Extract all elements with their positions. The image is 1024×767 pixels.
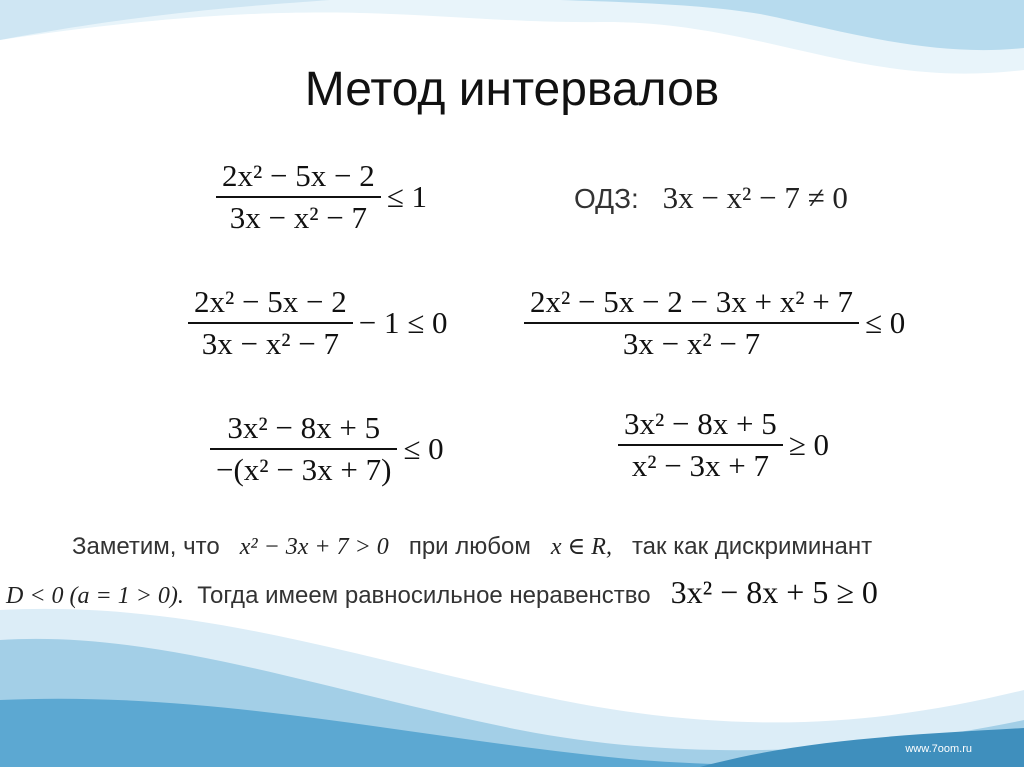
fraction-denominator: 3x − x² − 7 (229, 200, 368, 235)
fraction (216, 158, 381, 236)
fraction-numerator: 2x² − 5x − 2 − 3x + x² + 7 (530, 284, 854, 319)
watermark: www.7oom.ru (905, 743, 972, 755)
result-inequality: 3x² − 8x + 5 ≥ 0 (670, 574, 878, 610)
fraction (618, 406, 783, 484)
relation: ≥ 0 (788, 427, 830, 462)
note-math: D < 0 (a = 1 > 0). (6, 583, 184, 609)
note-math: x ∈ R, (550, 534, 612, 560)
inequality-step-3 (524, 284, 905, 362)
relation: − 1 ≤ 0 (358, 305, 448, 340)
fraction-numerator: 2x² − 5x − 2 (194, 284, 347, 319)
fraction-denominator: −(x² − 3x + 7) (216, 452, 392, 487)
fraction (524, 284, 859, 362)
domain-condition (574, 180, 848, 216)
note-text: Заметим, что (72, 533, 220, 560)
fraction-numerator: 3x² − 8x + 5 (624, 406, 777, 441)
odz-expression: 3x − x² − 7 ≠ 0 (662, 180, 848, 215)
note-text: так как дискриминант (631, 533, 873, 560)
fraction-numerator: 2x² − 5x − 2 (222, 158, 375, 193)
note-text: при любом (408, 533, 531, 560)
fraction (210, 410, 397, 488)
inequality-original (216, 158, 427, 236)
fraction-numerator: 3x² − 8x + 5 (227, 410, 381, 445)
odz-label: ОДЗ: (574, 183, 639, 214)
slide-title: Метод интервалов (304, 63, 720, 116)
relation: ≤ 0 (865, 305, 906, 340)
note-math: x² − 3x + 7 > 0 (239, 534, 389, 560)
note-line-1 (72, 532, 872, 561)
fraction (188, 284, 353, 362)
inequality-step-5 (618, 406, 829, 484)
note-line-2 (6, 574, 878, 611)
fraction-denominator: x² − 3x + 7 (631, 448, 770, 483)
note-text: Тогда имеем равносильное неравенство (197, 582, 651, 609)
fraction-denominator: 3x − x² − 7 (622, 326, 761, 361)
relation: ≤ 0 (403, 431, 444, 466)
inequality-step-2 (188, 284, 448, 362)
fraction-denominator: 3x − x² − 7 (201, 326, 340, 361)
relation: ≤ 1 (386, 179, 428, 214)
inequality-step-4 (210, 410, 444, 488)
